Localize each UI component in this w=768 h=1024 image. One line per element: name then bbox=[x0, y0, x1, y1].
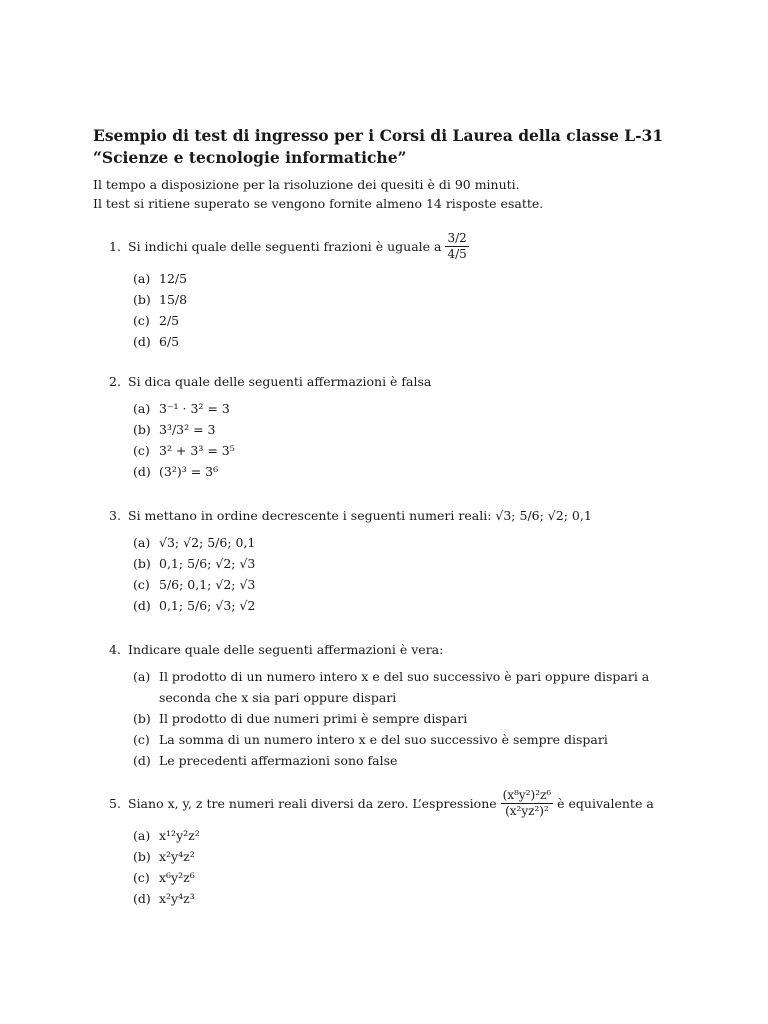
fraction bbox=[501, 788, 553, 819]
option-text: x⁶y²z⁶ bbox=[159, 870, 195, 885]
question-5-stem bbox=[109, 788, 709, 819]
document-title bbox=[93, 125, 663, 169]
option-text: √3; √2; 5/6; 0,1 bbox=[159, 535, 256, 550]
title-line-1: Esempio di test di ingresso per i Corsi di Laurea della classe L-31 bbox=[93, 126, 664, 145]
question-number: 5. bbox=[109, 796, 121, 811]
option-label: (b) bbox=[133, 422, 151, 437]
fraction-numerator: (x⁸y²)²z⁶ bbox=[502, 788, 552, 802]
question-1 bbox=[109, 231, 709, 352]
option-text: 6/5 bbox=[159, 334, 180, 349]
option-label: (b) bbox=[133, 556, 151, 571]
option-label: (d) bbox=[133, 334, 151, 349]
option-label: (d) bbox=[133, 598, 151, 613]
option-label: (d) bbox=[133, 891, 151, 906]
option-text: Il prodotto di un numero intero x e del suo successivo è pari oppure dispari a seconda che x sia pari oppure dispari bbox=[159, 669, 650, 705]
option-label: (b) bbox=[133, 849, 151, 864]
question-number: 3. bbox=[109, 508, 121, 523]
option-text: (3²)³ = 3⁶ bbox=[159, 464, 219, 479]
option-label: (c) bbox=[133, 443, 150, 458]
option-label: (c) bbox=[133, 870, 150, 885]
option-label: (a) bbox=[133, 828, 151, 843]
option-text: 5/6; 0,1; √2; √3 bbox=[159, 577, 256, 592]
title-line-2: “Scienze e tecnologie informatiche” bbox=[93, 148, 407, 167]
instructions-line-1: Il tempo a disposizione per la risoluzione dei quesiti è di 90 minuti. bbox=[93, 177, 520, 192]
question-text: Indicare quale delle seguenti affermazioni è vera: bbox=[128, 642, 444, 657]
option bbox=[133, 574, 709, 595]
question-4 bbox=[109, 639, 709, 771]
option bbox=[133, 888, 709, 909]
option-label: (c) bbox=[133, 577, 150, 592]
option-text: 0,1; 5/6; √3; √2 bbox=[159, 598, 256, 613]
option-label: (c) bbox=[133, 313, 150, 328]
option-text: x¹²y²z² bbox=[159, 828, 200, 843]
option-text: 0,1; 5/6; √2; √3 bbox=[159, 556, 256, 571]
option-label: (d) bbox=[133, 464, 151, 479]
option bbox=[133, 289, 709, 310]
option bbox=[133, 553, 709, 574]
option bbox=[133, 268, 709, 289]
option-text: Le precedenti affermazioni sono false bbox=[159, 753, 398, 768]
option bbox=[133, 825, 709, 846]
question-number: 2. bbox=[109, 374, 121, 389]
question-number: 1. bbox=[109, 239, 121, 254]
options-list bbox=[133, 398, 709, 482]
question-2 bbox=[109, 371, 709, 482]
option bbox=[133, 666, 709, 708]
option bbox=[133, 532, 709, 553]
options-list bbox=[133, 825, 709, 909]
option-label: (b) bbox=[133, 292, 151, 307]
question-text-after: è equivalente a bbox=[557, 796, 654, 811]
option-label: (a) bbox=[133, 401, 151, 416]
option-text: 15/8 bbox=[159, 292, 188, 307]
options-list bbox=[133, 268, 709, 352]
option-text: 2/5 bbox=[159, 313, 180, 328]
question-4-stem bbox=[109, 639, 709, 660]
fraction-denominator: (x²yz²)² bbox=[505, 804, 549, 818]
option-text: 3³/3² = 3 bbox=[159, 422, 216, 437]
option-text: x²y⁴z³ bbox=[159, 891, 195, 906]
option-label: (c) bbox=[133, 732, 150, 747]
option bbox=[133, 419, 709, 440]
option bbox=[133, 331, 709, 352]
option-label: (b) bbox=[133, 711, 151, 726]
question-3 bbox=[109, 505, 709, 616]
question-5 bbox=[109, 788, 709, 909]
question-text: Si indichi quale delle seguenti frazioni è uguale a bbox=[128, 239, 442, 254]
option bbox=[133, 595, 709, 616]
question-1-stem bbox=[109, 231, 709, 262]
option-text: 12/5 bbox=[159, 271, 188, 286]
option bbox=[133, 310, 709, 331]
instructions-line-2: Il test si ritiene superato se vengono fornite almeno 14 risposte esatte. bbox=[93, 196, 544, 211]
question-number: 4. bbox=[109, 642, 121, 657]
question-3-stem bbox=[109, 505, 709, 526]
option-label: (a) bbox=[133, 535, 151, 550]
option-text: 3⁻¹ · 3² = 3 bbox=[159, 401, 230, 416]
option-label: (a) bbox=[133, 271, 151, 286]
option bbox=[133, 729, 709, 750]
option bbox=[133, 750, 709, 771]
option-label: (a) bbox=[133, 669, 151, 684]
fraction bbox=[445, 231, 468, 262]
fraction-numerator: 3/2 bbox=[447, 231, 467, 245]
instructions bbox=[93, 175, 543, 213]
option bbox=[133, 867, 709, 888]
options-list bbox=[133, 532, 709, 616]
question-text: Si mettano in ordine decrescente i seguenti numeri reali: √3; 5/6; √2; 0,1 bbox=[128, 508, 592, 523]
question-text: Si dica quale delle seguenti affermazioni è falsa bbox=[128, 374, 432, 389]
option bbox=[133, 398, 709, 419]
option-text: Il prodotto di due numeri primi è sempre dispari bbox=[159, 711, 468, 726]
option-label: (d) bbox=[133, 753, 151, 768]
option-text: La somma di un numero intero x e del suo successivo è sempre dispari bbox=[159, 732, 608, 747]
options-list bbox=[133, 666, 709, 771]
option-text: 3² + 3³ = 3⁵ bbox=[159, 443, 235, 458]
option bbox=[133, 708, 709, 729]
fraction-denominator: 4/5 bbox=[447, 247, 467, 261]
option bbox=[133, 440, 709, 461]
option-text: x²y⁴z² bbox=[159, 849, 195, 864]
question-text: Siano x, y, z tre numeri reali diversi da zero. L’espressione bbox=[128, 796, 497, 811]
option bbox=[133, 846, 709, 867]
option bbox=[133, 461, 709, 482]
question-2-stem bbox=[109, 371, 709, 392]
